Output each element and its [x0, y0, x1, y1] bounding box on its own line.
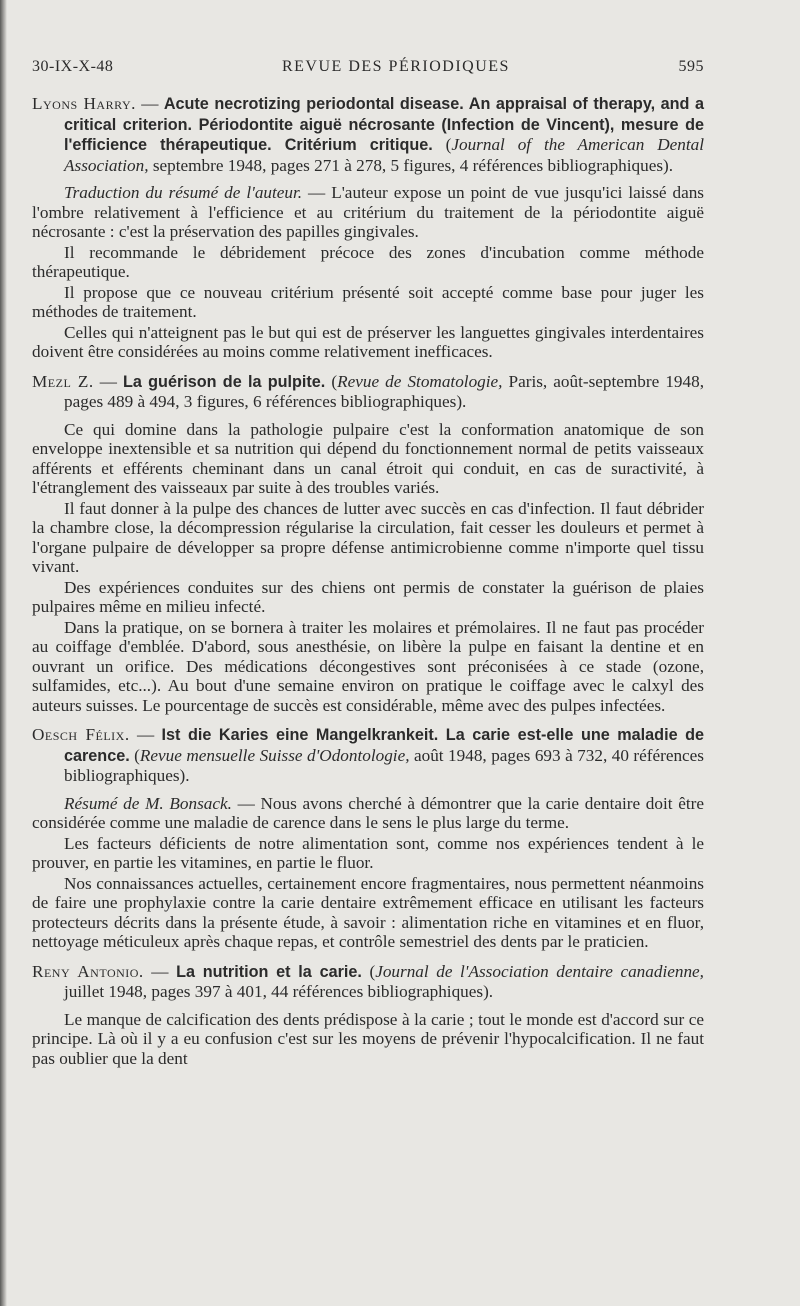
paragraph-text: Il recommande le débridement précoce des zones d'incubation comme méthode thérapeutique. [32, 242, 704, 281]
entry-title: Ist die Karies eine Mangelkrankeit. La carie est-elle une maladie de carence. [64, 726, 705, 765]
entry-author: Mezl Z. [32, 371, 94, 391]
entry-paragraph [32, 834, 704, 873]
abstract-entry [32, 962, 704, 1069]
entry-source-open: ( [129, 745, 140, 765]
entry-paragraph [32, 183, 704, 242]
entry-source-open: ( [361, 961, 376, 981]
paragraph-text: Ce qui domine dans la pathologie pulpaire c'est la conformation anatomique de son enveloppe inextensible et sa nutrition qui dépend du fonctionnement normal de petits vaisseaux afférents et efférents cheminant dans un canal étroit qui conduit, en cas de suractivité, à l'étranglement des vaisseaux par suite à des troubles variés. [32, 419, 704, 497]
entry-source-details: Paris, août-septembre 1948, pages 489 à 494, 3 figures, 6 références bibliographiques). [64, 371, 704, 411]
entry-dash: — [129, 725, 162, 744]
paragraph-text: Dans la pratique, on se bornera à traiter les molaires et prémolaires. Il ne faut pas procéder au coiffage d'emblée. D'abord, sous anesthésie, on libère la pulpe en faisant la dentine et en ouvrant un orifice. Des médications décongestives sont préconisées à ce stade (ozone, sulfamides, etc...). Au bout d'une semaine environ on pratique le coiffage avec le calxyl des auteurs suisses. Le pourcentage de succès est considérable, même avec des pulpes infectées. [32, 617, 704, 715]
running-head-title: REVUE DES PÉRIODIQUES [281, 58, 510, 75]
running-head [32, 58, 704, 76]
entry-citation [32, 94, 704, 175]
entry-title: Acute necrotizing periodontal disease. An appraisal of therapy, and a critical criterion. Périodontite aiguë nécrosante (Infection de Vincent), mesure de l'efficience thérapeutique. Critérium critique. [64, 95, 705, 154]
entry-citation [32, 962, 704, 1002]
paragraph-text: — L'auteur expose un point de vue jusqu'ici laissé dans l'ombre relativement à l'efficience et au critérium du traitement de la périodontite aiguë nécrosante : c'est la préservation des papilles gingivales. [32, 183, 704, 241]
paragraph-text: Les facteurs déficients de notre alimentation sont, comme nos expériences tendent à le prouver, en partie les vitamines, en partie le fluor. [32, 833, 704, 872]
paragraph-text: — Nous avons cherché à démontrer que la carie dentaire doit être considérée comme une maladie de carence dans le sens le plus large du terme. [32, 793, 704, 832]
abstract-entry [32, 725, 704, 952]
entry-citation [32, 372, 704, 412]
abstract-entry [32, 94, 704, 362]
paragraph-text: Le manque de calcification des dents prédispose à la carie ; tout le monde est d'accord sur ce principe. Là où il y a eu confusion c'est sur les moyens de prévenir l'hypocalcification. Il ne faut pas oublier que la dent [32, 1009, 704, 1068]
entry-citation [32, 725, 704, 786]
entry-paragraph [32, 1010, 704, 1069]
entry-paragraph [32, 283, 704, 322]
running-head-date: 30-IX-X-48 [32, 58, 114, 75]
page-number: 595 [678, 58, 704, 75]
paragraph-text: Il faut donner à la pulpe des chances de lutter avec succès en cas d'infection. Il faut débrider la chambre close, la décompression régularise la circulation, fait cesser les douleurs et permet à l'organe pulpaire de développer sa propre défense antimicrobienne comme n'importe quel tissu vivant. [32, 498, 704, 576]
entry-source-journal: Revue mensuelle Suisse d'Odontologie, [139, 745, 410, 765]
paragraph-text: Des expériences conduites sur des chiens ont permis de constater la guérison de plaies pulpaires même en milieu infecté. [32, 577, 704, 616]
paragraph-text: Il propose que ce nouveau critérium présenté soit accepté comme base pour juger les méthodes de traitement. [32, 282, 704, 321]
entry-dash: — [135, 94, 164, 113]
entry-title: La guérison de la pulpite. [123, 372, 326, 391]
entry-author: Lyons Harry. [32, 94, 136, 113]
entry-source-details: août 1948, pages 693 à 732, 40 références bibliographiques). [64, 745, 704, 785]
abstract-entry [32, 372, 704, 716]
paragraph-text: Celles qui n'atteignent pas le but qui est de préserver les languettes gingivales interdentaires doivent être considérées au moins comme relativement inefficaces. [32, 322, 704, 361]
entry-source-details: septembre 1948, pages 271 à 278, 5 figures, 4 références bibliographiques). [148, 155, 674, 175]
entry-paragraph [32, 323, 704, 362]
entry-source-details: juillet 1948, pages 397 à 401, 44 références bibliographiques). [64, 982, 494, 1001]
paragraph-lead: Résumé de M. Bonsack. [64, 793, 232, 813]
entry-paragraph [32, 618, 704, 716]
entry-paragraph [32, 243, 704, 282]
paragraph-lead: Traduction du résumé de l'auteur. [64, 183, 303, 202]
entry-paragraph [32, 420, 704, 498]
entries-list [32, 94, 704, 1068]
entry-source-open: ( [325, 371, 338, 391]
entry-paragraph [32, 874, 704, 952]
entry-paragraph [32, 578, 704, 617]
paragraph-text: Nos connaissances actuelles, certainement encore fragmentaires, nous permettent néanmoins de faire une prophylaxie contre la carie dentaire extrêmement efficace en utilisant les facteurs protecteurs décrits dans la présente étude, à savoir : alimentation riche en vitamines et en fluor, nettoyage méticuleux après chaque repas, et contrôle semestriel des dents par le praticien. [32, 873, 704, 951]
entry-author: Reny Antonio. [32, 961, 144, 981]
entry-dash: — [143, 961, 177, 981]
entry-paragraph [32, 794, 704, 833]
entry-source-journal: Journal de l'Association dentaire canadienne, [375, 961, 704, 981]
entry-source-journal: Revue de Stomatologie, [337, 371, 503, 391]
entry-paragraph [32, 499, 704, 577]
page-edge-shadow [0, 0, 7, 1306]
entry-source-journal: Journal of the American Dental Association, [64, 135, 704, 175]
entry-dash: — [93, 371, 123, 391]
entry-title: La nutrition et la carie. [176, 962, 362, 981]
entry-author: Oesch Félix. [32, 725, 130, 744]
entry-source-open: ( [432, 135, 452, 154]
